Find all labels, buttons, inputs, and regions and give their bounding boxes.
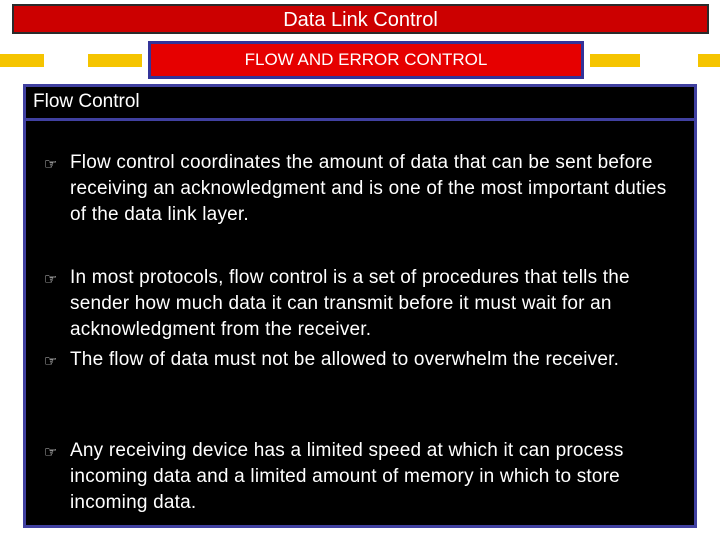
content-panel xyxy=(23,84,697,528)
pointing-hand-icon: ☞ xyxy=(44,270,58,288)
accent-strip-right xyxy=(698,54,720,67)
accent-strip-left xyxy=(0,54,44,67)
bullet-item xyxy=(44,347,684,373)
bullet-item xyxy=(44,265,684,343)
slide-title: Data Link Control xyxy=(12,4,709,34)
slide-subtitle: FLOW AND ERROR CONTROL xyxy=(148,41,584,79)
bullet-text: Flow control coordinates the amount of data that can be sent before receiving an acknowledgment and is one of the most important duties of the data link layer. xyxy=(70,152,667,225)
pointing-hand-icon: ☞ xyxy=(44,155,58,173)
bullet-text: Any receiving device has a limited speed at which it can process incoming data and a limited amount of memory in which to store incoming data. xyxy=(70,440,624,513)
bullet-text: The flow of data must not be allowed to overwhelm the receiver. xyxy=(70,349,620,370)
section-heading: Flow Control xyxy=(26,87,694,121)
bullet-item xyxy=(44,150,684,228)
pointing-hand-icon: ☞ xyxy=(44,352,58,370)
accent-strip-mid-left xyxy=(88,54,142,67)
bullet-item xyxy=(44,438,684,516)
accent-strip-mid-right xyxy=(590,54,640,67)
pointing-hand-icon: ☞ xyxy=(44,443,58,461)
bullet-text: In most protocols, flow control is a set of procedures that tells the sender how much data it can transmit before it must wait for an acknowledgment from the receiver. xyxy=(70,267,630,340)
